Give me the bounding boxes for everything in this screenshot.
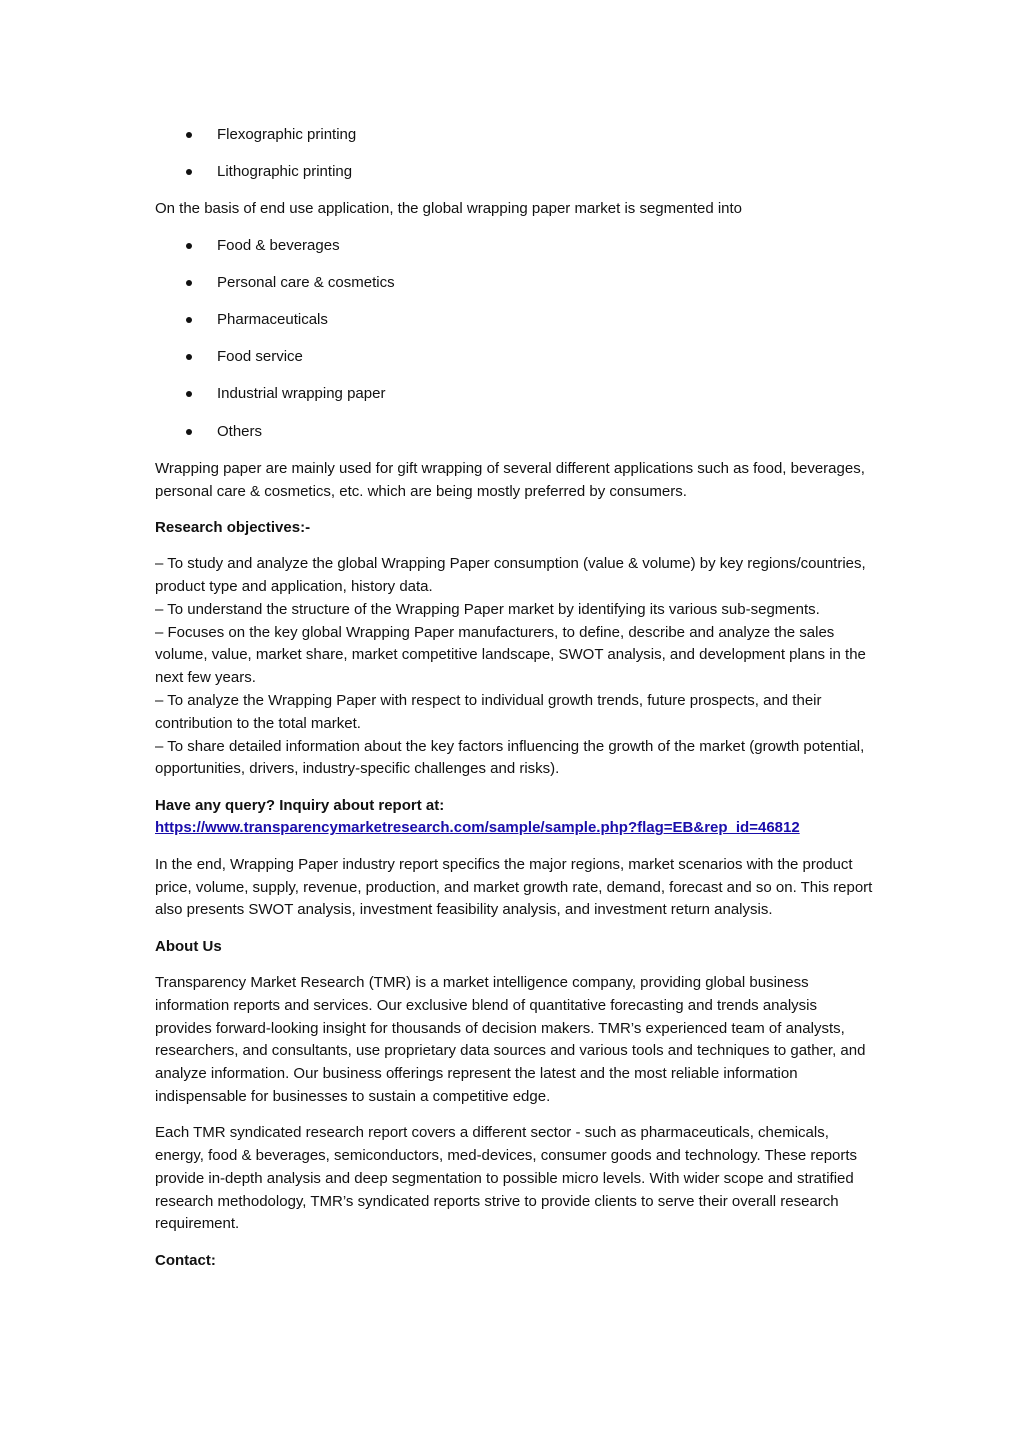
inquiry-link[interactable]: https://www.transparencymarketresearch.com/sample/sample.php?flag=EB&rep_id=46812 — [155, 819, 800, 837]
about-us-heading: About Us — [155, 937, 222, 955]
inquiry-heading: Have any query? Inquiry about report at: — [155, 796, 445, 814]
list-item — [155, 161, 875, 184]
bullet-icon — [186, 169, 192, 175]
list-item — [155, 309, 875, 332]
list-item-label: Personal care & cosmetics — [217, 273, 395, 291]
research-objectives-list — [155, 553, 875, 781]
list-item — [155, 346, 875, 369]
objective-item: – To study and analyze the global Wrapping Paper consumption (value & volume) by key regions/countries, product type and application, history data. — [155, 555, 866, 595]
list-item-label: Pharmaceuticals — [217, 311, 328, 329]
bullet-icon — [186, 391, 192, 397]
objective-item: – To analyze the Wrapping Paper with respect to individual growth trends, future prospects, and their contribution to the total market. — [155, 691, 822, 732]
list-item-label: Food service — [217, 348, 303, 366]
list-item-label: Others — [217, 422, 263, 440]
bullet-icon — [186, 354, 192, 360]
inquiry-block — [155, 795, 875, 841]
printing-list — [155, 124, 875, 184]
about-paragraph-1: Transparency Market Research (TMR) is a market intelligence company, providing global business information reports and services. Our exclusive blend of quantitative forecasting and trends analysis provides forward-looking insight for thousands of decision makers. TMR’s experienced team of analysts, researchers, and consultants, use proprietary data sources and various tools and techniques to gather, and analyze information. Our business offerings represent the latest and the most reliable information indispensable for businesses to sustain a competitive edge. — [155, 973, 866, 1105]
list-item — [155, 383, 875, 406]
end-use-intro: On the basis of end use application, the global wrapping paper market is segmented into — [155, 200, 743, 218]
about-paragraph-2: Each TMR syndicated research report covers a different sector - such as pharmaceuticals, chemicals, energy, food & beverages, semiconductors, med-devices, consumer goods and technology. These reports provide in-depth analysis and deep segmentation to possible micro levels. With wider scope and stratified research methodology, TMR’s syndicated reports strive to provide clients to serve their overall research requirement. — [155, 1124, 858, 1233]
list-item — [155, 272, 875, 295]
list-item-label: Flexographic printing — [217, 126, 357, 143]
bullet-icon — [186, 317, 192, 323]
end-use-list — [155, 235, 875, 444]
research-objectives-heading: Research objectives:- — [155, 518, 311, 536]
objective-item: – To understand the structure of the Wrapping Paper market by identifying its various sub-segments. — [155, 600, 820, 618]
bullet-icon — [186, 243, 192, 249]
list-item — [155, 421, 875, 444]
bullet-icon — [186, 280, 192, 286]
bullet-icon — [186, 429, 192, 435]
objective-item: – Focuses on the key global Wrapping Paper manufacturers, to define, describe and analyze the sales volume, value, market share, market competitive landscape, SWOT analysis, and development plans in the next few years. — [155, 623, 866, 687]
document-page — [155, 124, 875, 1286]
conclusion-paragraph: In the end, Wrapping Paper industry report specifics the major regions, market scenarios with the product price, volume, supply, revenue, production, and market growth rate, demand, forecast and so on. This report also presents SWOT analysis, investment feasibility analysis, and investment return analysis. — [155, 855, 873, 919]
contact-heading: Contact: — [155, 1251, 216, 1269]
list-item — [155, 235, 875, 258]
list-item-label: Industrial wrapping paper — [217, 385, 386, 403]
objective-item: – To share detailed information about the key factors influencing the growth of the market (growth potential, opportunities, drivers, industry-specific challenges and risks). — [155, 737, 865, 778]
list-item-label: Lithographic printing — [217, 163, 353, 181]
list-item-label: Food & beverages — [217, 236, 340, 254]
list-item — [155, 124, 875, 147]
usage-paragraph: Wrapping paper are mainly used for gift wrapping of several different applications such as food, beverages, personal care & cosmetics, etc. which are being mostly preferred by consumers. — [155, 459, 865, 500]
bullet-icon — [186, 132, 192, 138]
